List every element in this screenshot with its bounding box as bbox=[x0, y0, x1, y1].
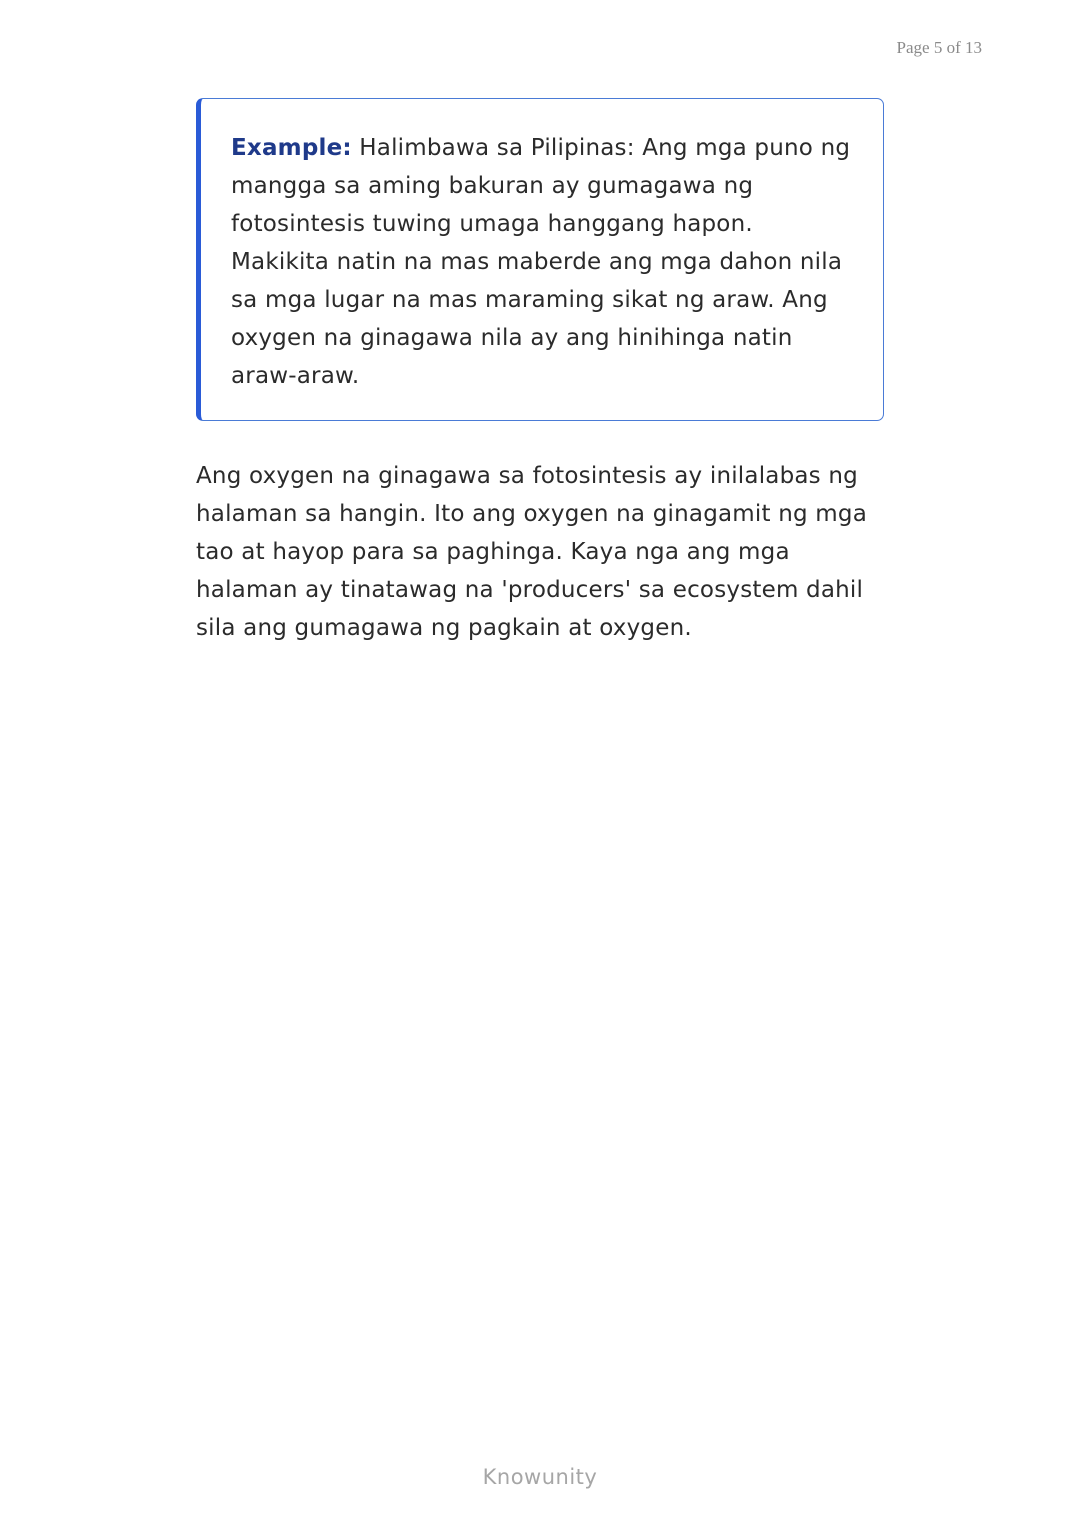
example-label: Example: bbox=[231, 135, 352, 161]
body-paragraph: Ang oxygen na ginagawa sa fotosintesis ay inilalabas ng halaman sa hangin. Ito ang oxygen na ginagamit ng mga tao at hayop para sa paghinga. Kaya nga ang mga halaman ay tinatawag na 'producers' sa ecosystem dahil sila ang gumagawa ng pagkain at oxygen. bbox=[196, 463, 868, 641]
example-callout bbox=[196, 98, 884, 421]
example-body: Halimbawa sa Pilipinas: Ang mga puno ng mangga sa aming bakuran ay gumagawa ng fotosintesis tuwing umaga hanggang hapon. Makikita natin na mas maberde ang mga dahon nila sa mga lugar na mas maraming sikat ng araw. Ang oxygen na ginagawa nila ay ang hinihinga natin araw-araw. bbox=[231, 135, 851, 389]
page-number: Page 5 of 13 bbox=[896, 38, 982, 57]
example-text bbox=[231, 129, 853, 395]
footer-brand: Knowunity bbox=[482, 1465, 598, 1489]
